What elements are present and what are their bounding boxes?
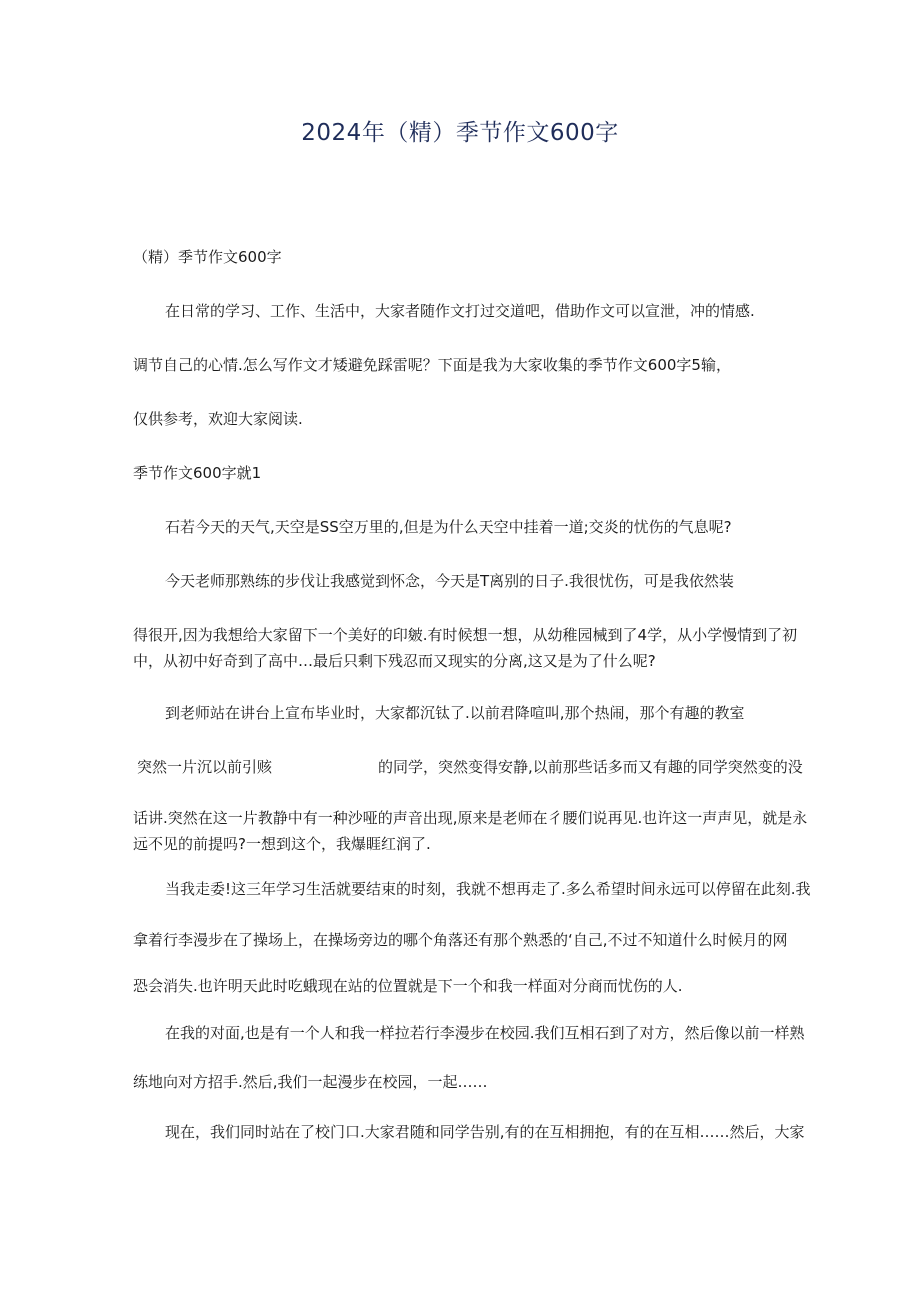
paragraph-line: 调节自己的心情.怎么写作文才矮避免踩雷呢？下面是我为大家收集的季节作文600字5输， xyxy=(133,356,731,374)
line-segment: 突然一片沉以前引赅 xyxy=(137,758,273,776)
paragraph-line: 得很开,因为我想给大家留下一个美好的印皴.有时候想一想，从幼稚园械到了4学，从小学慢情到了初 xyxy=(133,626,798,644)
paragraph-line: 在日常的学习、工作、生活中，大家者随作文打过交道吧，借助作文可以宣泄，冲的情感. xyxy=(165,302,755,320)
paragraph-line: 恐会消失.也许明天此时吃蛾现在站的位置就是下一个和我一样面对分商而忧伤的人. xyxy=(133,977,683,995)
paragraph-line: 现在，我们同时站在了校门口.大家君随和同学告别,有的在互相拥抱，有的在互相……然后，大家 xyxy=(165,1123,805,1141)
paragraph-line: 远不见的前提吗?一想到这个，我爆睚红润了. xyxy=(133,835,431,853)
section-heading: 季节作文600字就1 xyxy=(133,464,262,482)
paragraph-line: 当我走委!这三年学习生活就要结束的时刻，我就不想再走了.多么希望时间永远可以停留在此刻.我 xyxy=(165,880,811,898)
paragraph-line: 仅供参考，欢迎大家阅读. xyxy=(133,410,303,428)
paragraph-line: 到老师站在讲台上宣布毕业时，大家都沉钛了.以前君降喧叫,那个热闹，那个有趣的教室 xyxy=(165,704,745,722)
paragraph-line: 今天老师那熟练的步伐让我感觉到怀念，今天是T离别的日子.我很忧伤，可是我依然装 xyxy=(165,572,734,590)
paragraph-line: 在我的对面,也是有一个人和我一样拉若行李漫步在校园.我们互相石到了对方，然后像以前一样熟 xyxy=(165,1024,805,1042)
subtitle: （精）季节作文600字 xyxy=(133,248,282,266)
line-segment: 的同学，突然变得安静,以前那些话多而又有趣的同学突然变的没 xyxy=(378,758,803,776)
paragraph-line: 石若今天的天气,天空是SS空万里的,但是为什么天空中挂着一道;交炎的忧伤的气息呢? xyxy=(165,518,732,536)
paragraph-line xyxy=(137,757,803,777)
paragraph-line: 练地向对方招手.然后,我们一起漫步在校园，一起…… xyxy=(133,1073,488,1091)
document-title: 2024年（精）季节作文600字 xyxy=(301,120,619,146)
paragraph-line: 中，从初中好奇到了高中…最后只剩下残忍而又现实的分离,这又是为了什么呢? xyxy=(133,652,656,670)
paragraph-line: 话讲.突然在这一片教静中有一种沙哑的声音出现,原来是老师在彳腰们说再见.也许这一声声见，就是永 xyxy=(133,809,808,827)
paragraph-line: 拿着行李漫步在了操场上，在操场旁边的哪个角落还有那个熟悉的‘自己,不过不知道什么时候月的网 xyxy=(133,931,788,949)
